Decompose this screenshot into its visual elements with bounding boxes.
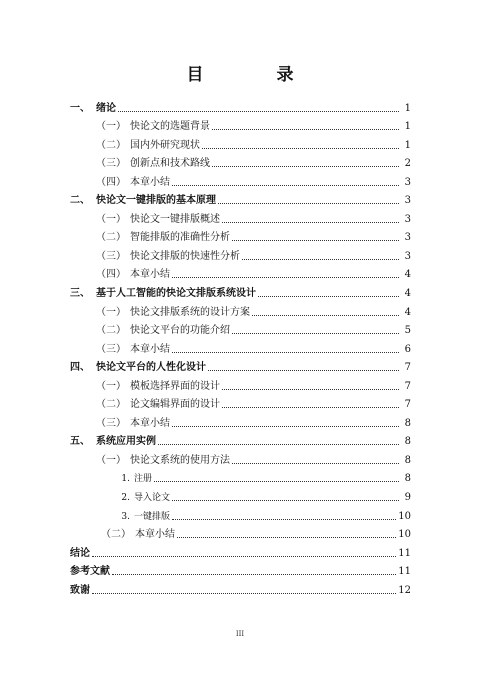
toc-dot-leader xyxy=(172,277,399,278)
toc-entry-page: 1 xyxy=(404,121,411,133)
toc-entry-title: 快论文一键排版的基本原理 xyxy=(96,195,216,207)
toc-entry-number: 五、 xyxy=(70,436,90,448)
toc-entry-page: 7 xyxy=(404,399,411,411)
toc-entry-title: 绪论 xyxy=(96,102,116,114)
toc-dot-leader xyxy=(258,296,399,297)
toc-entry-page: 3 xyxy=(404,250,411,262)
toc-entry-page: 6 xyxy=(404,343,411,355)
toc-entry-title: 本章小结 xyxy=(130,417,170,429)
toc-entry-number: （二） xyxy=(96,325,126,337)
toc-entry-page: 12 xyxy=(398,584,411,596)
toc-dot-leader xyxy=(172,426,399,427)
toc-entry-number: 一、 xyxy=(70,102,90,114)
toc-entry[interactable] xyxy=(70,448,411,467)
toc-entry-title: 本章小结 xyxy=(130,176,170,188)
toc-entry-page: 4 xyxy=(404,269,411,281)
toc-entry[interactable] xyxy=(70,504,411,523)
toc-entry-page: 3 xyxy=(404,195,411,207)
toc-entry-number: （四） xyxy=(96,176,126,188)
toc-entry-page: 4 xyxy=(404,288,411,300)
toc-entry-page: 5 xyxy=(404,325,411,337)
toc-entry[interactable] xyxy=(70,207,411,226)
toc-dot-leader xyxy=(172,519,396,520)
toc-entry-title: 快论文排版系统的设计方案 xyxy=(130,306,250,318)
toc-entry-page: 8 xyxy=(404,473,411,485)
toc-entry[interactable] xyxy=(70,300,411,319)
toc-entry-title: 快论文一键排版概述 xyxy=(130,213,220,225)
toc-dot-leader xyxy=(92,556,396,557)
toc-entry-number: 四、 xyxy=(70,362,90,374)
toc-entry-title: 参考文献 xyxy=(70,566,110,578)
toc-entry-page: 1 xyxy=(404,139,411,151)
toc-dot-leader xyxy=(118,111,399,112)
toc-entry-page: 9 xyxy=(404,492,411,504)
toc-entry-title: 结论 xyxy=(70,547,90,559)
toc-entry-number: （一） xyxy=(96,454,126,466)
toc-entry[interactable] xyxy=(70,319,411,338)
toc-entry[interactable] xyxy=(70,485,411,504)
toc-entry-number: （二） xyxy=(96,399,126,411)
toc-entry-number: （三） xyxy=(96,417,126,429)
toc-entry[interactable] xyxy=(70,96,411,115)
toc-entry-page: 1 xyxy=(404,102,411,114)
toc-dot-leader xyxy=(252,315,399,316)
toc-entry[interactable] xyxy=(70,430,411,449)
toc-entry[interactable] xyxy=(70,356,411,375)
toc-entry[interactable] xyxy=(70,170,411,189)
toc-entry-number: （四） xyxy=(96,269,126,281)
toc-entry-title: 快论文平台的人性化设计 xyxy=(96,362,206,374)
toc-entry[interactable] xyxy=(70,411,411,430)
toc-dot-leader xyxy=(222,389,399,390)
toc-entry-title: 智能排版的准确性分析 xyxy=(130,232,230,244)
toc-entry-page: 3 xyxy=(404,176,411,188)
toc-entry-title: 快论文排版的快速性分析 xyxy=(130,250,240,262)
toc-entry-number: （一） xyxy=(96,306,126,318)
toc-dot-leader xyxy=(172,352,399,353)
toc-entry-title: 本章小结 xyxy=(130,269,170,281)
toc-entry-page: 8 xyxy=(404,436,411,448)
toc-entry-number: 三、 xyxy=(70,288,90,300)
toc-dot-leader xyxy=(172,185,399,186)
toc-entry[interactable] xyxy=(70,115,411,134)
toc-entry-number: （二） xyxy=(96,232,126,244)
toc-entry[interactable] xyxy=(70,541,411,560)
toc-dot-leader xyxy=(242,259,399,260)
toc-entry-page: 4 xyxy=(404,306,411,318)
toc-dot-leader xyxy=(154,481,399,482)
toc-entry-title: 论文编辑界面的设计 xyxy=(130,399,220,411)
toc-entry-page: 10 xyxy=(398,529,411,541)
toc-entry-number: 2. xyxy=(121,493,130,504)
toc-entry-title: 导入论文 xyxy=(134,493,171,504)
toc-dot-leader xyxy=(232,240,399,241)
toc-entry-title: 创新点和技术路线 xyxy=(130,158,210,170)
toc-entry-page: 3 xyxy=(404,213,411,225)
toc-entry-title: 模板选择界面的设计 xyxy=(130,380,220,392)
footer-page-number: III xyxy=(235,630,245,638)
toc-entry-number: （二） xyxy=(96,139,126,151)
toc-dot-leader xyxy=(92,593,396,594)
toc-dot-leader xyxy=(158,444,399,445)
toc-entry-number: 二、 xyxy=(70,195,90,207)
toc-entry[interactable] xyxy=(70,393,411,412)
toc-entry[interactable] xyxy=(70,189,411,208)
toc-entry-number: 3. xyxy=(121,511,130,522)
toc-dot-leader xyxy=(222,222,399,223)
toc-entry-title: 系统应用实例 xyxy=(96,436,156,448)
toc-entry-page: 8 xyxy=(404,454,411,466)
toc-dot-leader xyxy=(208,370,399,371)
toc-dot-leader xyxy=(232,333,399,334)
toc-entry-number: （二） xyxy=(101,529,131,541)
toc-dot-leader xyxy=(172,500,399,501)
toc-entry[interactable] xyxy=(70,578,411,597)
toc-entry-title: 致谢 xyxy=(70,584,90,596)
toc-entry-title: 本章小结 xyxy=(130,343,170,355)
toc-entry[interactable] xyxy=(70,244,411,263)
toc-entry-title: 快论文平台的功能介绍 xyxy=(130,325,230,337)
toc-entry-page: 7 xyxy=(404,362,411,374)
toc-entry-title: 基于人工智能的快论文排版系统设计 xyxy=(96,288,256,300)
table-of-contents xyxy=(70,96,411,597)
toc-entry-number: （三） xyxy=(96,343,126,355)
toc-entry-title: 快论文的选题背景 xyxy=(130,121,210,133)
toc-entry-title: 注册 xyxy=(134,474,153,485)
toc-dot-leader xyxy=(212,166,399,167)
toc-dot-leader xyxy=(202,148,399,149)
toc-entry-number: （三） xyxy=(96,250,126,262)
toc-entry-page: 11 xyxy=(398,547,411,559)
toc-entry-page: 7 xyxy=(404,380,411,392)
toc-entry-title: 快论文系统的使用方法 xyxy=(130,454,230,466)
toc-entry[interactable] xyxy=(70,467,411,486)
toc-entry[interactable] xyxy=(70,281,411,300)
toc-entry[interactable] xyxy=(70,337,411,356)
toc-entry-number: （三） xyxy=(96,158,126,170)
toc-entry[interactable] xyxy=(70,133,411,152)
toc-entry[interactable] xyxy=(70,226,411,245)
toc-entry-page: 10 xyxy=(398,510,411,522)
toc-entry[interactable] xyxy=(70,152,411,171)
toc-entry[interactable] xyxy=(70,560,411,579)
toc-entry[interactable] xyxy=(70,374,411,393)
toc-dot-leader xyxy=(112,574,396,575)
toc-dot-leader xyxy=(218,203,399,204)
toc-entry[interactable] xyxy=(70,263,411,282)
toc-entry-title: 一键排版 xyxy=(134,511,171,522)
toc-dot-leader xyxy=(177,537,396,538)
toc-entry[interactable] xyxy=(70,523,411,542)
toc-dot-leader xyxy=(232,463,399,464)
toc-dot-leader xyxy=(212,129,399,130)
toc-entry-number: （一） xyxy=(96,380,126,392)
toc-entry-title: 本章小结 xyxy=(135,529,175,541)
toc-entry-page: 8 xyxy=(404,417,411,429)
toc-entry-page: 3 xyxy=(404,232,411,244)
toc-entry-page: 2 xyxy=(404,158,411,170)
toc-entry-number: 1. xyxy=(121,474,130,485)
toc-entry-number: （一） xyxy=(96,213,126,225)
toc-entry-title: 国内外研究现状 xyxy=(130,139,200,151)
page-title: 目 录 xyxy=(186,65,322,85)
toc-entry-number: （一） xyxy=(96,121,126,133)
toc-dot-leader xyxy=(222,407,399,408)
toc-entry-page: 11 xyxy=(398,566,411,578)
